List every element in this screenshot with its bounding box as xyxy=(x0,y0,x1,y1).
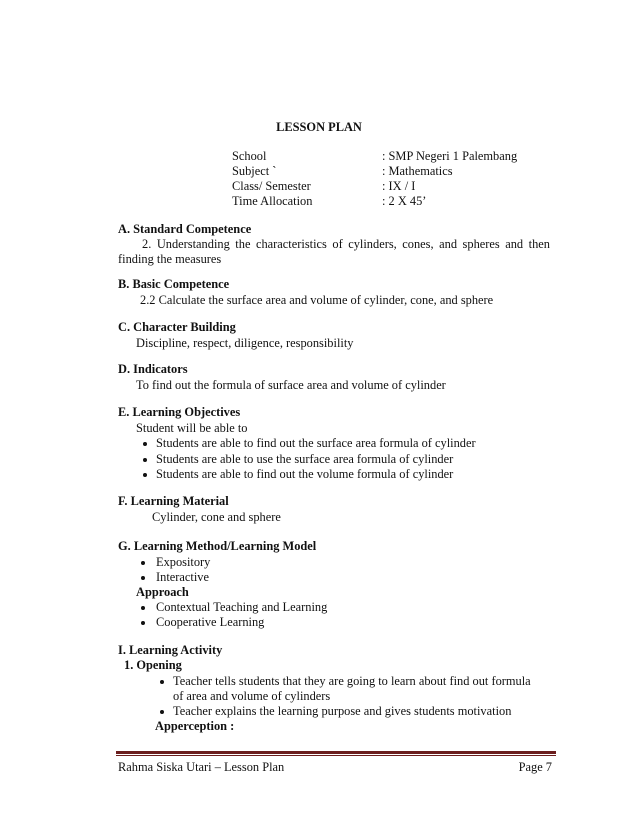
bullet-icon xyxy=(143,473,147,477)
page-number: Page 7 xyxy=(518,760,552,774)
objective-item: Students are able to use the surface area formula of cylinder xyxy=(156,452,454,466)
bullet-icon xyxy=(141,621,145,625)
opening-item: Teacher explains the learning purpose and gives students motivation xyxy=(173,704,512,718)
info-value-class: : IX / I xyxy=(382,179,416,193)
info-label-time: Time Allocation xyxy=(232,194,313,208)
section-a-text: 2. Understanding the characteristics of cylinders, cones, and spheres and then finding the measures xyxy=(118,237,550,267)
section-a-heading: A. Standard Competence xyxy=(118,222,252,236)
section-i-heading: I. Learning Activity xyxy=(118,643,223,657)
footer-divider-thin xyxy=(116,755,556,756)
approach-item: Cooperative Learning xyxy=(156,615,265,629)
info-value-time: : 2 X 45’ xyxy=(382,194,427,208)
info-label-school: School xyxy=(232,149,267,163)
section-d-text: To find out the formula of surface area and volume of cylinder xyxy=(136,378,446,392)
approach-item: Contextual Teaching and Learning xyxy=(156,600,328,614)
section-d-heading: D. Indicators xyxy=(118,362,188,376)
objective-item: Students are able to find out the volume formula of cylinder xyxy=(156,467,454,481)
section-c-heading: C. Character Building xyxy=(118,320,236,334)
info-value-school: : SMP Negeri 1 Palembang xyxy=(382,149,518,163)
section-c-text: Discipline, respect, diligence, responsibility xyxy=(136,336,354,350)
method-item: Expository xyxy=(156,555,211,569)
bullet-icon xyxy=(143,442,147,446)
objective-item: Students are able to find out the surface area formula of cylinder xyxy=(156,436,476,450)
bullet-icon xyxy=(160,710,164,714)
bullet-icon xyxy=(141,606,145,610)
section-f-heading: F. Learning Material xyxy=(118,494,229,508)
footer-author: Rahma Siska Utari – Lesson Plan xyxy=(118,760,285,774)
section-b-heading: B. Basic Competence xyxy=(118,277,230,291)
bullet-icon xyxy=(141,561,145,565)
section-f-text: Cylinder, cone and sphere xyxy=(152,510,281,524)
bullet-icon xyxy=(143,458,147,462)
section-e-intro: Student will be able to xyxy=(136,421,248,435)
bullet-icon xyxy=(141,576,145,580)
section-e-heading: E. Learning Objectives xyxy=(118,405,241,419)
opening-item-line2: of area and volume of cylinders xyxy=(173,689,331,703)
page-footer xyxy=(118,760,552,775)
footer-divider xyxy=(116,751,556,754)
info-value-subject: : Mathematics xyxy=(382,164,453,178)
apperception-heading: Apperception : xyxy=(155,719,235,733)
section-g-heading: G. Learning Method/Learning Model xyxy=(118,539,317,553)
section-b-text: 2.2 Calculate the surface area and volume of cylinder, cone, and sphere xyxy=(140,293,494,307)
bullet-icon xyxy=(160,680,164,684)
method-item: Interactive xyxy=(156,570,209,584)
approach-heading: Approach xyxy=(136,585,189,599)
opening-heading: 1. Opening xyxy=(124,658,182,672)
opening-item-line1: Teacher tells students that they are going to learn about find out formula xyxy=(173,674,531,688)
info-label-subject: Subject ` xyxy=(232,164,277,178)
page-title: LESSON PLAN xyxy=(276,120,362,134)
info-label-class: Class/ Semester xyxy=(232,179,311,193)
